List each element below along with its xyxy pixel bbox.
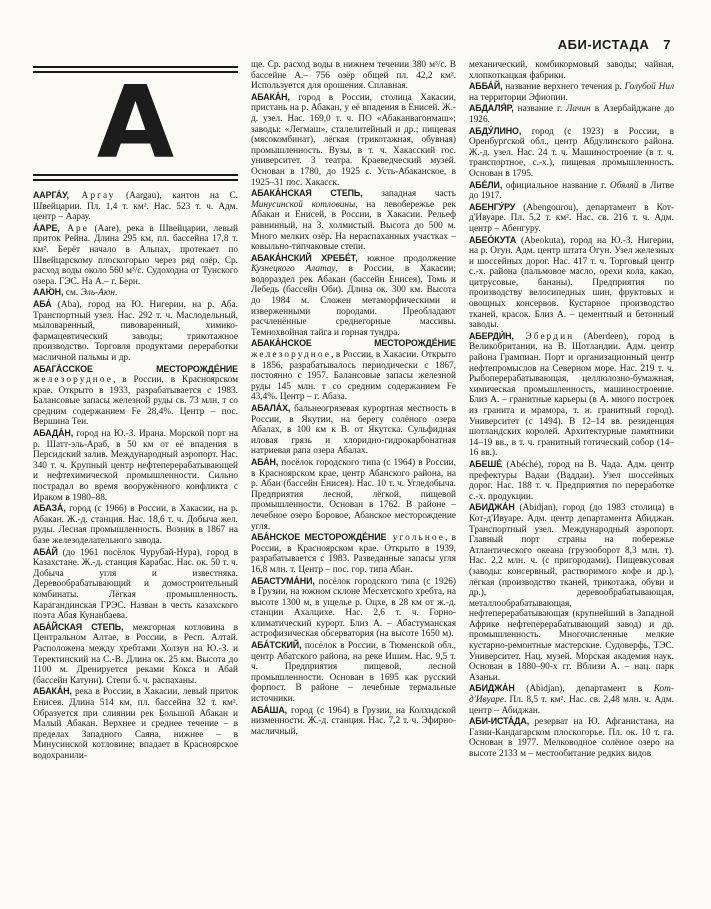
entry-term: АБДУ́ЛИНО, [469,125,522,136]
entry-term: АБЕШЕ́ [469,458,503,469]
entry-spaced: угольное [386,533,445,544]
entry-term: АБА́НСКОЕ МЕСТОРОЖДЕ́НИЕ [251,532,387,543]
entry [33,428,238,503]
entry-text: (Aberdeen), город в Великобритании, на В. Шотландии. Адм. центр района Грампиан. Порт и организационный центр нефтепромыслов на Северном море. Нас. 219 т. ч. Рыбоперерабатывающая, целлюлозно-бумажная, химическая промышленность, машиностроение. Близ А. – гранитные карьеры (в А. много построек из гранита и мрамора, т. н. гранитный город). Университет (с 1494). В 12–14 вв. резиденция шотландских королей. Архитектурные памятники 14–19 вв., в т. ч. гранитный готический собор (14–16 вв.). [469,331,674,459]
entry-text: (Abeokuta), город на Ю.-З. Нигерии, на р. Огун. Адм. центр штата Огун. Узел железных и шоссейных дорог. Нас. 417 т. ч. Торговый центр с.-х. района (пальмовое масло, орехи кола, какао, цитрусовые, бананы). Предприятия по производству велосипедных шин, фруктовых и овощных консервов. Кустарное производство тканей, красок. Близ А. – цементный и бетонный заводы. [469,235,674,331]
entry [251,338,456,403]
entry-term: АБА́ША, [251,704,288,715]
entry-text: название верхнего течения р. [502,82,625,93]
entry-text: посёлок городского типа (с 1926) в Грузии, на южном склоне Месхетского хребта, на высоте 1300 м, в ущелье р. Оцхе, в 28 км от ж.-д. станции Ахалцихе. Нас. 2,6 т. ч. Горно-климатический курорт. Близ А. – Абастуманская астрофизическая обсерватория (на высоте 1650 м). [251,576,456,640]
entry [33,686,238,761]
entry-term: АБИ-ИСТА́ДА, [469,716,530,727]
text-columns [33,60,674,873]
entry [33,547,238,622]
entry [251,92,456,188]
entry-spaced: Аре [59,223,90,234]
entry [33,503,238,546]
entry-text: , на левобережье рек Абакан и Енисей, в России, в Хакасии. Рельеф равнинный, на З. холмистый. Высота до 500 м. Много мелких озёр. На нераспаханных участках – ковыльно-типчаковые степи. [251,199,456,253]
entry-text: южное продолжение [357,253,456,264]
entry-term: АБДАЛЯ́Р, [469,103,514,114]
entry-term: АБАДА́Н, [33,428,74,439]
entry-text: (Abéché), город на В. Чада. Адм. центр префектуры Вадаи (Ваддаи). Узел шоссейных дорог. Нас. 188 т. ч. Предприятия по переработке с.-х. продукции. [469,459,674,502]
entry [469,502,674,683]
entry-text: (Aba), город на Ю. Нигерии, на р. Аба. Транспортный узел. Нас. 292 т. ч. Маслодельный, мыловаренный, пивоваренный, химико-фармацевтический заводы; трикотажное производство. Торговля продуктами переработки масличной пальмы и др. [33,299,238,363]
entry-italic: Голубой Нил [624,82,674,93]
entry-term: АБА́Й [33,546,58,557]
entry-text: западная часть [362,189,456,200]
entry-text: (Aare), река в Швейцарии, левый приток Рейна. Длина 295 км, пл. бассейна 17,8 т. км². Берёт начало в Альпах, протекает по Швейцарскому плоскогорью через ряд озёр. Ср. расход воды около 560 м³/с. Судоходна от Тунского озера. ГЭС. На А.– г. Берн. [33,223,238,287]
entry [251,403,456,457]
entry-text: (до 1961 посёлок Чурубай-Нура), город в Казахстане. Ж.-д. станция Карабас. Нас. ок. 50 т. ч. Добыча угля и известняка. Деревообрабатывающий и домостроительный комбинаты. Лёгкая промышленность. Карагандинская ГРЭС. Назван в честь казахского поэта Абая Кунанбаева. [33,547,238,622]
entry-text: (Abidjan), город (до 1983 столица) в Кот-д'Ивуаре. Адм. центр департамента Абиджан. Транспортный узел. Международный аэропорт. Главный порт страны на побережье Атлантического океана (грузооборот 8,3 млн. т). Нас. 2,2 млн. ч. (с пригородами). Пищевкусовая (заводы: консервный, растворимого кофе и др.), лёгкая (производство тканей, трикотажа, обуви и др.), деревообрабатывающая, металлообрабатывающая, нефтеперерабатывающая (крупнейший в Западной Африке нефтеперерабатывающий завод) и др. промышленность. Многочисленные мелкие кустарно-ремонтные мастерские. Судоверфь, ТЭС. Университет. Нац. музей. Морская академия наук. Основан в 1880–90-х гг. Вблизи А. – нац. парк Азаньи. [469,503,674,683]
entry-term: АБАКА́Н, [251,91,290,102]
entry-text: в Азербайджане до 1926. [469,104,674,125]
entry-text: город в России, столица Хакасии, пристань на р. Абакан, у её впадения в Енисей. Ж.-д. узел. Нас. 169,0 т. ч. ПО «Абаканвагонмаш»; заводы: «Легмаш», сталелитейный и др.; пищевая (мясокомбинат), лёгкая (трикотажная, обувная) промышленность. Вузы, в т. ч. Хакасский гос. университет. 3 театра. Краеведческий музей. Основан в 1780, до 1925 с. Усть-Абаканское, в 1925–31 пос. Хакасск. [251,92,456,188]
entry [469,180,674,202]
entry-text: (Abengourou), департамент в Кот-д'Ивуаре. Пл. 5,2 т. км². Нас. св. 216 т. ч. Адм. центр – Абенгуру. [469,202,674,234]
entry-text: (Aargau), кантон на С. Швейцарии. Пл. 1,4 т. км². Нас. 523 т. ч. Адм. центр – Аарау. [33,191,238,223]
entry-term: АБЕ́ЛИ, [469,179,503,190]
entry-text: , в России, в Красноярском крае. Открыто в 1933, разрабатывается с 1983. Балансовые запасы железной руды св. 73 млн. т со средним содержанием Fe 28,4%. Центр – пос. Вершина Теи. [33,375,238,428]
entry [251,457,456,532]
entry-term: АБА́Н, [251,456,279,467]
section-letter: А [96,64,175,181]
entry [251,640,456,705]
entry-italic: Кузнецкого Алатау [251,264,336,275]
entry-text: межгорная котловина в Центральном Алтае, в России, в Респ. Алтай. Расположена между хребтами Холзун на Ю.-З. и Теректинский на С.-В. Длина ок. 25 км. Высота до 1100 м. Дренируется реками Кокса и Абай (бассейн Катуни). Степи б. ч. распаханы. [33,622,238,686]
entry [469,81,674,103]
entry-text: (Abidjan), департамент в [514,684,654,695]
entry-text: город на Ю.-З. Ирана. Морской порт на р. Шатт-эль-Араб, в 50 км от её впадения в Персидский залив. Международный аэропорт. Нас. 340 т. ч. Крупный центр нефтеперерабатывающей и нефтехимической промышленности. Сильно пострадал во время вооружённого конфликта с Ираком в 1980–88. [33,429,238,503]
entry-text: , в России, в Хакасии. Открыто в 1856, разрабатывалось периодически с 1867, постоянно с 1957. Балансовые запасы железной руды 145 млн. т со средним содержанием Fe 43,4%. Центр – г. Абаза. [251,350,456,403]
entry-text: механический, комбикормовый заводы; чайная, хлопкоткацкая фабрики. [469,60,674,81]
entry-italic: Обяляй [609,180,639,191]
entry [33,287,238,299]
entry-text: река в России, в Хакасии, левый приток Енисея. Длина 514 км, пл. бассейна 32 т. км². Образуется при слиянии рек Большой Абакан и Малый Абакан. Верхнее и среднее течение – в пределах Западного Саяна, нижнее – в Минусинской котловине; впадает в Красноярское водохранили- [33,687,238,761]
entry-term: АБАКА́НСКАЯ СТЕПЬ, [251,188,363,199]
entry-term: А́АРЕ, [33,222,60,233]
entry-term: АБАКА́Н, [33,686,72,697]
entry-term: АБИДЖА́Н [469,502,515,513]
entry-term: АБАГА́ССКОЕ МЕСТОРОЖДЕ́НИЕ [33,363,238,374]
entry-term: АБИДЖА́Н [469,683,515,694]
entry-term: АБАКА́НСКИЙ ХРЕБЕ́Т, [251,252,358,263]
entry-text: ще. Ср. расход воды в нижнем течении 380 м³/с. В бассейне А.– 756 озёр общей пл. 42,2 км². Используется для орошения. Сплавная. [251,60,456,92]
entry [469,60,674,81]
entry-term: АБАЛА́Х, [251,403,291,413]
column-3 [469,60,674,873]
section-letter-block [33,66,238,181]
entry [469,331,674,459]
entry-italic: Минусинской котловины [251,199,356,210]
entry [469,683,674,716]
entry-text: город (с 1964) в Грузии, на Колхидской низменности. Ж.-д. станция. Нас. 7,2 т. ч. Эфирно-масличный, [251,705,456,737]
entry [33,299,238,364]
entry [469,716,674,759]
entry-spaced: железорудное [33,375,113,386]
entry [33,364,238,429]
entry-text: . [115,288,118,299]
entry-text: посёлок городского типа (с 1964) в России, в Красноярском крае, центр Абанского района, на р. Абан (бассейн Енисея). Нас. 10 т. ч. Угледобыча. Предприятия лесной, лёгкой, пищевой промышленности. Основан в 1762. В районе – лечебное озеро Боровое, Абанское месторождение угля. [251,457,456,532]
entry-term: АБЕО́КУТА [469,234,517,245]
entry-italic: Лачин [566,104,591,115]
entry-text: см. [63,288,81,299]
entry [33,622,238,687]
entry-term: АБАКА́НСКОЕ МЕСТОРОЖДЕ́НИЕ [251,338,456,349]
entry [251,253,456,339]
entry-text: бальнеогрязевая курортная местность в России, в Якутии, на берегу солёного озера Абалах, в 100 км к В. от Якутска. Сульфидная иловая грязь и хлоридно-гидрокарбонатная натриевая рапа озера Абалах. [251,404,456,457]
entry [251,532,456,575]
entry [33,190,238,223]
column-1 [33,60,238,873]
entry-spaced: железорудное [251,350,331,361]
entry-text: город (с 1966) в России, в Хакасии, на р. Абакан. Ж.-д. станция. Нас. 18,6 т. ч. Добыча жел. руды. Лесная промышленность. Возник в 1867 на базе железоделательного завода. [33,504,238,546]
entry [469,126,674,180]
entry [469,103,674,125]
entry-term: АБА́ЙСКАЯ СТЕПЬ, [33,621,124,632]
entry-term: АБА́ТСКИЙ, [251,640,302,651]
running-head-title: АБИ-ИСТАДА [557,37,650,52]
entry-text: название г. [513,104,567,115]
entry-text: в Литве до 1917. [469,180,674,202]
entry-italic: Кот-д'Ивуаре [469,684,674,706]
entry-term: АБЕРДИ́Н, [469,330,514,341]
entry [33,223,238,288]
entry-spaced: Аргау [68,191,116,201]
entry-term: АБАСТУМА́НИ, [251,575,315,586]
entry [469,235,674,331]
entry-term: АБА́ [33,298,52,309]
entry-text: . Пл. 8,5 т. км². Нас. св. 2,48 млн. ч. Адм. центр – Абиджан. [469,695,674,716]
entry-text: , в России, в Хакасии; водораздел рек Абакан (бассейн Енисея), Томь и Лебедь (бассейн Оби). Длина ок. 300 км. Высота до 1984 м. Сложен метаморфическими и изверженными породами. Преобладают расчленённые среднегорные массивы. Темнохвойная тайга и горная тундра. [251,264,456,338]
entry [469,202,674,235]
page-number: 7 [663,37,671,52]
entry-text: резерват на Ю. Афганистана, на Газни-Кандагарском плоскогорье. Пл. ок. 10 т. га. Основан в 1977. Мелководное солёное озеро на высоте 2133 м – местообитание редких видов [469,717,674,759]
entry [251,705,456,738]
entry-text: , в России, в Красноярском крае. Открыто в 1939, разрабатывается с 1983. Разведанные запасы угля 16,8 млн. т. Центр – пос. гор. типа Абан. [251,533,456,575]
entry-term: АБЕНГУ́РУ [469,201,516,212]
entry-text: город (с 1923) в России, в Оренбургской обл., центр Абдулинского района. Ж.-д. узел. Нас. 24 т. ч. Машиностроение (в т. ч. транспортное, с.-х.), пищевая промышленность. Основан в 1795. [469,126,674,179]
entry [251,188,456,253]
entry [251,60,456,92]
entry-term: АББА́Й, [469,81,503,92]
entry-italic: Эль-Аюн [80,288,116,299]
entry [251,576,456,641]
entry-term: АБАЗА́, [33,503,66,514]
entry-text: на территории Эфиопии. [469,92,568,103]
entry-text: официальное название г. [502,180,610,191]
entry-spaced: Эбердин [513,331,575,342]
entry-text: посёлок в России, в Тюменской обл., центр Абатского района, на реке Ишим. Нас. 9,5 т. ч. Предприятия пищевой, лесной промышленности. Основан в 1695 как русский форпост. В районе – лечебные термальные источники. [251,641,456,705]
entry-term: ААРГА́У, [33,190,69,200]
entry-term: ААЮ́Н, [33,287,64,298]
entry [469,459,674,502]
column-2 [251,60,456,873]
running-head [558,37,671,52]
